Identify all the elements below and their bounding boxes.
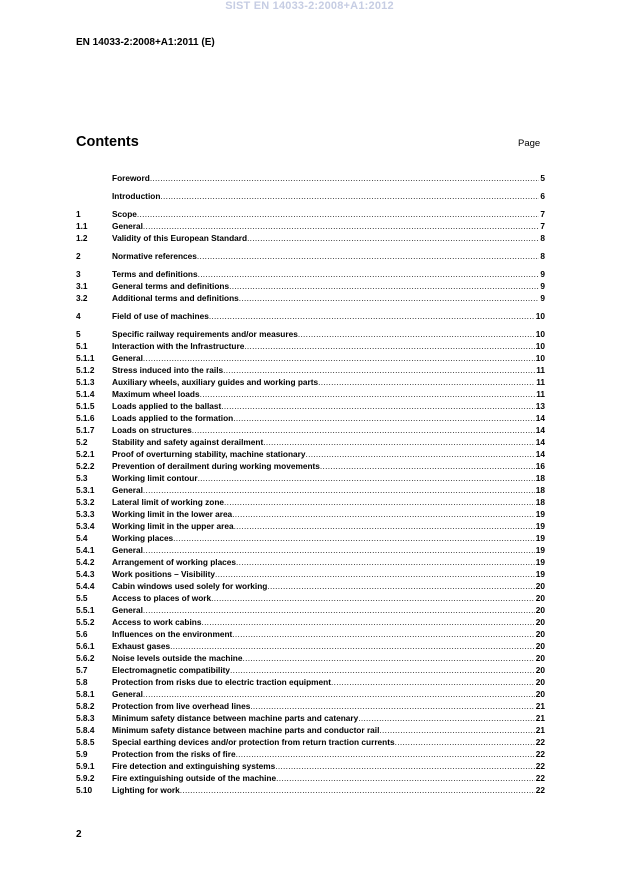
toc-entry-page: 19 [535,521,545,531]
toc-dot-leader [215,568,535,580]
toc-entry[interactable] [76,604,545,616]
toc-entry[interactable] [76,724,545,736]
toc-entry-title: General [112,689,143,699]
toc-entry-page: 20 [535,641,545,651]
toc-entry[interactable] [76,664,545,676]
toc-entry-page: 20 [535,665,545,675]
toc-entry-page: 21 [535,725,545,735]
toc-entry[interactable] [76,520,545,532]
toc-entry-page: 16 [535,461,545,471]
toc-entry-number: 5.6 [76,629,88,639]
toc-entry[interactable] [76,712,545,724]
toc-entry-title: Noise levels outside the machine [112,653,243,663]
toc-entry-number: 5.2.2 [76,461,95,471]
toc-dot-leader [160,190,539,202]
toc-entry-title: General [112,221,143,231]
toc-entry-number: 5.2.1 [76,449,95,459]
toc-entry-title: Interaction with the Infrastructure [112,341,245,351]
toc-dot-leader [236,748,535,760]
toc-entry-number: 1.2 [76,233,88,243]
toc-entry-title: Access to work cabins [112,617,202,627]
toc-entry-number: 5.1.3 [76,377,95,387]
toc-entry-page: 20 [535,653,545,663]
toc-entry[interactable] [76,556,545,568]
toc-entry[interactable] [76,748,545,760]
toc-entry-number: 5.1.4 [76,389,95,399]
toc-entry-page: 14 [535,425,545,435]
toc-entry-number: 5.1.2 [76,365,95,375]
toc-entry[interactable] [76,400,545,412]
toc-dot-leader [250,700,534,712]
toc-entry[interactable] [76,376,545,388]
toc-entry-title: Validity of this European Standard [112,233,248,243]
toc-entry-page: 19 [535,545,545,555]
toc-entry-title: Maximum wheel loads [112,389,200,399]
toc-entry-page: 14 [535,413,545,423]
toc-entry[interactable] [76,232,545,244]
toc-entry-number: 5.6.1 [76,641,95,651]
toc-dot-leader [236,556,535,568]
toc-entry-number: 5.8.2 [76,701,95,711]
toc-entry-number: 5.2 [76,437,88,447]
page-title: Contents [76,134,139,150]
watermark-text: SIST EN 14033-2:2008+A1:2012 [225,0,394,12]
toc-entry-title: Fire extinguishing outside of the machine [112,773,277,783]
toc-entry-title: Lighting for work [112,785,180,795]
toc-entry-page: 18 [535,485,545,495]
toc-entry-number: 5.5.2 [76,617,95,627]
toc-dot-leader [233,412,535,424]
toc-entry[interactable] [76,460,545,472]
toc-entry-page: 10 [535,311,545,321]
toc-entry-title: Normative references [112,251,197,261]
toc-entry[interactable] [76,190,545,202]
toc-entry-page: 22 [535,773,545,783]
toc-entry-title: General [112,353,143,363]
toc-entry-number: 5.4.4 [76,581,95,591]
toc-entry-number: 5.1 [76,341,88,351]
toc-entry-page: 19 [535,557,545,567]
toc-dot-leader [230,664,535,676]
toc-entry-number: 3 [76,269,81,279]
toc-entry-page: 8 [540,251,545,261]
toc-entry-title: Working limit contour [112,473,198,483]
toc-entry[interactable] [76,340,545,352]
toc-entry-number: 3.1 [76,281,88,291]
toc-dot-leader [200,388,536,400]
toc-entry-page: 6 [540,191,545,201]
toc-entry-title: Stress induced into the rails [112,365,224,375]
toc-entry[interactable] [76,736,545,748]
toc-entry-number: 5.1.5 [76,401,95,411]
toc-dot-leader [170,640,535,652]
toc-entry-title: Protection from risks due to electric traction equipment [112,677,331,687]
toc-dot-leader [331,676,535,688]
toc-entry-page: 5 [540,173,545,183]
toc-entry-number: 5.9.1 [76,761,95,771]
toc-entry-title: Work positions – Visibility [112,569,215,579]
toc-entry[interactable] [76,388,545,400]
toc-entry-number: 5.3.1 [76,485,95,495]
toc-entry-page: 7 [540,221,545,231]
toc-dot-leader [143,544,535,556]
toc-entry[interactable] [76,688,545,700]
toc-entry-title: Influences on the environment [112,629,233,639]
toc-entry[interactable] [76,568,545,580]
toc-entry-page: 20 [535,677,545,687]
toc-entry-number: 1.1 [76,221,88,231]
toc-dot-leader [298,328,535,340]
toc-entry-title: Cabin windows used solely for working [112,581,268,591]
toc-entry[interactable] [76,700,545,712]
toc-entry-number: 5.8 [76,677,88,687]
toc-entry-title: Loads applied to the ballast [112,401,222,411]
toc-dot-leader [305,448,534,460]
toc-entry-title: Additional terms and definitions [112,293,239,303]
toc-entry-number: 5.3.3 [76,509,95,519]
toc-dot-leader [244,340,534,352]
toc-entry[interactable] [76,496,545,508]
toc-entry-page: 9 [540,269,545,279]
toc-entry-title: Lateral limit of working zone [112,497,225,507]
toc-entry-number: 5.8.5 [76,737,95,747]
toc-entry-number: 4 [76,311,81,321]
toc-entry-number: 5.1.6 [76,413,95,423]
table-of-contents [76,172,545,796]
toc-entry-number: 5.9.2 [76,773,95,783]
toc-entry-page: 21 [535,713,545,723]
toc-entry-title: Working places [112,533,174,543]
toc-dot-leader [229,280,539,292]
toc-entry-page: 20 [535,605,545,615]
toc-entry[interactable] [76,784,545,796]
toc-dot-leader [275,760,535,772]
toc-entry-number: 5.4.3 [76,569,95,579]
toc-dot-leader [201,616,534,628]
toc-entry-page: 20 [535,629,545,639]
toc-entry-title: Loads applied to the formation [112,413,234,423]
toc-entry[interactable] [76,532,545,544]
toc-dot-leader [197,250,540,262]
toc-entry-page: 8 [540,233,545,243]
toc-entry[interactable] [76,220,545,232]
toc-dot-leader [150,172,540,184]
toc-entry-number: 5.1.1 [76,353,95,363]
toc-entry-page: 22 [535,749,545,759]
toc-entry-page: 19 [535,533,545,543]
toc-entry-title: Stability and safety against derailment [112,437,264,447]
toc-dot-leader [358,712,535,724]
toc-entry-number: 5.5.1 [76,605,95,615]
toc-entry-title: General [112,605,143,615]
toc-entry-title: Special earthing devices and/or protection from return traction currents [112,737,395,747]
toc-dot-leader [143,220,539,232]
toc-dot-leader [267,580,534,592]
toc-entry-title: Electromagnetic compatibility [112,665,231,675]
toc-entry-title: Scope [112,209,137,219]
toc-entry-title: Working limit in the upper area [112,521,234,531]
toc-dot-leader [263,436,535,448]
toc-entry-title: Foreword [112,173,150,183]
toc-entry[interactable] [76,310,545,322]
toc-entry-number: 5.3.2 [76,497,95,507]
toc-dot-leader [239,292,540,304]
toc-entry[interactable] [76,616,545,628]
toc-dot-leader [143,688,535,700]
toc-dot-leader [320,460,535,472]
toc-entry-number: 2 [76,251,81,261]
toc-dot-leader [247,232,539,244]
toc-dot-leader [395,736,535,748]
toc-dot-leader [276,772,535,784]
toc-entry[interactable] [76,280,545,292]
toc-dot-leader [173,532,535,544]
toc-entry-title: Working limit in the lower area [112,509,233,519]
toc-entry-page: 20 [535,689,545,699]
toc-dot-leader [223,364,535,376]
toc-dot-leader [232,628,534,640]
toc-entry[interactable] [76,268,545,280]
toc-entry-page: 19 [535,509,545,519]
toc-entry-number: 5 [76,329,81,339]
toc-entry-number: 5.4.2 [76,557,95,567]
toc-entry-number: 5.3.4 [76,521,95,531]
toc-entry-title: General terms and definitions [112,281,230,291]
toc-entry-page: 9 [540,293,545,303]
toc-entry-page: 11 [536,365,545,375]
toc-entry[interactable] [76,772,545,784]
toc-entry-title: General [112,485,143,495]
toc-entry[interactable] [76,448,545,460]
toc-entry-page: 10 [535,329,545,339]
toc-entry-title: Loads on structures [112,425,192,435]
toc-entry-title: Prevention of derailment during working movements [112,461,320,471]
toc-entry[interactable] [76,424,545,436]
toc-entry[interactable] [76,508,545,520]
toc-entry-page: 14 [535,449,545,459]
toc-dot-leader [180,784,535,796]
page-column-label: Page [518,138,541,149]
toc-entry-page: 19 [535,569,545,579]
toc-entry-number: 1 [76,209,81,219]
toc-entry-page: 18 [535,497,545,507]
toc-entry[interactable] [76,640,545,652]
toc-dot-leader [143,484,535,496]
toc-entry-page: 18 [535,473,545,483]
toc-entry-page: 10 [535,353,545,363]
toc-entry[interactable] [76,592,545,604]
toc-entry-title: General [112,545,143,555]
toc-dot-leader [379,724,534,736]
page-number: 2 [76,829,82,840]
toc-dot-leader [143,352,535,364]
toc-dot-leader [243,652,535,664]
toc-entry-title: Introduction [112,191,161,201]
toc-entry-number: 5.5 [76,593,88,603]
toc-entry-title: Minimum safety distance between machine parts and catenary [112,713,359,723]
toc-entry-page: 11 [536,389,545,399]
toc-entry-number: 5.8.3 [76,713,95,723]
toc-entry[interactable] [76,544,545,556]
toc-entry-title: Access to places of work [112,593,212,603]
toc-entry-page: 20 [535,617,545,627]
toc-entry-title: Protection from the risks of fire [112,749,236,759]
toc-entry-title: Specific railway requirements and/or measures [112,329,298,339]
toc-entry[interactable] [76,484,545,496]
toc-entry-number: 5.7 [76,665,88,675]
toc-entry[interactable] [76,628,545,640]
toc-entry-page: 22 [535,737,545,747]
toc-entry-number: 5.8.4 [76,725,95,735]
toc-entry[interactable] [76,208,545,220]
toc-entry-title: Arrangement of working places [112,557,237,567]
toc-entry-page: 22 [535,785,545,795]
toc-entry-page: 20 [535,593,545,603]
toc-entry-title: Field of use of machines [112,311,209,321]
toc-entry-number: 5.4.1 [76,545,95,555]
toc-entry-number: 5.6.2 [76,653,95,663]
toc-entry-page: 13 [535,401,545,411]
toc-entry-page: 11 [536,377,545,387]
toc-entry[interactable] [76,472,545,484]
toc-entry-title: Exhaust gases [112,641,171,651]
toc-entry[interactable] [76,364,545,376]
toc-entry[interactable] [76,760,545,772]
toc-entry-page: 10 [535,341,545,351]
toc-entry-title: Protection from live overhead lines [112,701,251,711]
toc-dot-leader [198,268,540,280]
toc-entry-number: 5.1.7 [76,425,95,435]
toc-entry-page: 7 [540,209,545,219]
toc-entry[interactable] [76,652,545,664]
toc-dot-leader [221,400,535,412]
toc-dot-leader [137,208,539,220]
toc-entry-number: 5.4 [76,533,88,543]
toc-entry[interactable] [76,436,545,448]
toc-dot-leader [318,376,535,388]
toc-dot-leader [211,592,535,604]
toc-entry[interactable] [76,352,545,364]
toc-entry-title: Terms and definitions [112,269,198,279]
toc-entry-title: Auxiliary wheels, auxiliary guides and working parts [112,377,319,387]
toc-entry[interactable] [76,580,545,592]
toc-dot-leader [209,310,535,322]
document-id: EN 14033-2:2008+A1:2011 (E) [76,37,215,48]
toc-entry-title: Fire detection and extinguishing systems [112,761,276,771]
toc-entry-page: 9 [540,281,545,291]
toc-entry-number: 5.8.1 [76,689,95,699]
toc-entry[interactable] [76,328,545,340]
toc-entry-page: 20 [535,581,545,591]
toc-entry-number: 5.10 [76,785,93,795]
toc-dot-leader [224,496,535,508]
toc-dot-leader [232,508,535,520]
toc-dot-leader [143,604,535,616]
toc-dot-leader [192,424,535,436]
toc-entry-title: Minimum safety distance between machine parts and conductor rail [112,725,380,735]
toc-entry[interactable] [76,676,545,688]
toc-entry[interactable] [76,250,545,262]
toc-entry[interactable] [76,172,545,184]
toc-entry[interactable] [76,412,545,424]
toc-dot-leader [234,520,535,532]
toc-entry-page: 22 [535,761,545,771]
toc-entry-page: 21 [535,701,545,711]
toc-entry-page: 14 [535,437,545,447]
toc-dot-leader [198,472,535,484]
toc-entry-number: 5.9 [76,749,88,759]
toc-entry-title: Proof of overturning stability, machine stationary [112,449,306,459]
toc-entry-number: 5.3 [76,473,88,483]
toc-entry[interactable] [76,292,545,304]
toc-entry-number: 3.2 [76,293,88,303]
